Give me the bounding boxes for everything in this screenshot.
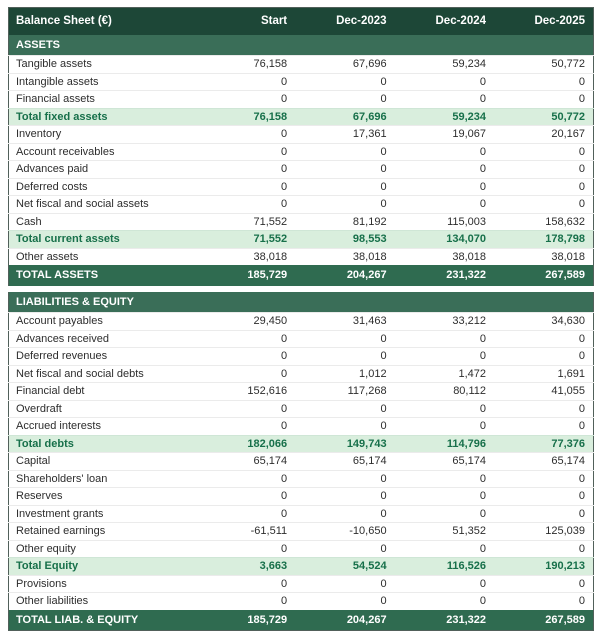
table-row-intangible-assets — [9, 73, 594, 91]
row-label: Other assets — [9, 248, 196, 265]
table-row-cash — [9, 213, 594, 231]
cell-value: 20,167 — [494, 126, 593, 144]
cell-value: 31,463 — [295, 313, 394, 331]
row-label: Inventory — [9, 126, 196, 144]
cell-value: 41,055 — [494, 383, 593, 401]
cell-value: 0 — [295, 470, 394, 488]
cell-value: 0 — [395, 91, 494, 109]
row-label: Reserves — [9, 488, 196, 506]
cell-value: 76,158 — [196, 56, 295, 74]
cell-value: 0 — [196, 505, 295, 523]
cell-value: 0 — [494, 418, 593, 436]
cell-value: 65,174 — [196, 453, 295, 471]
cell-value: 59,234 — [395, 108, 494, 126]
cell-value: 125,039 — [494, 523, 593, 541]
column-header-start: Start — [196, 8, 295, 35]
row-label: Other equity — [9, 540, 196, 558]
table-row-deferred-costs — [9, 178, 594, 196]
table-row-financial-debt — [9, 383, 594, 401]
row-label: TOTAL LIAB. & EQUITY — [9, 610, 196, 631]
cell-value: 182,066 — [196, 435, 295, 453]
cell-value: 0 — [295, 505, 394, 523]
cell-value: 0 — [494, 348, 593, 366]
row-label: Financial assets — [9, 91, 196, 109]
cell-value: 77,376 — [494, 435, 593, 453]
table-row-tangible-assets — [9, 56, 594, 74]
row-label: Financial debt — [9, 383, 196, 401]
cell-value: 0 — [395, 575, 494, 593]
cell-value: 0 — [196, 330, 295, 348]
row-label: Total fixed assets — [9, 108, 196, 126]
row-label: Cash — [9, 213, 196, 231]
cell-value: 38,018 — [395, 248, 494, 265]
cell-value: 0 — [295, 488, 394, 506]
cell-value: 0 — [494, 505, 593, 523]
cell-value: 0 — [395, 418, 494, 436]
cell-value: 65,174 — [395, 453, 494, 471]
column-header-dec-2025: Dec-2025 — [494, 8, 593, 35]
cell-value: 185,729 — [196, 610, 295, 631]
cell-value: 0 — [196, 488, 295, 506]
cell-value: 0 — [196, 348, 295, 366]
cell-value: 115,003 — [395, 213, 494, 231]
row-label: Accrued interests — [9, 418, 196, 436]
subtotal-row-total-fixed-assets — [9, 108, 594, 126]
cell-value: 67,696 — [295, 56, 394, 74]
table-row-advances-received — [9, 330, 594, 348]
row-label: Account receivables — [9, 143, 196, 161]
cell-value: 1,472 — [395, 365, 494, 383]
cell-value: 0 — [196, 470, 295, 488]
cell-value: 0 — [395, 348, 494, 366]
cell-value: 80,112 — [395, 383, 494, 401]
row-label: TOTAL ASSETS — [9, 265, 196, 286]
cell-value: 267,589 — [494, 610, 593, 631]
cell-value: 0 — [494, 330, 593, 348]
cell-value: 71,552 — [196, 231, 295, 249]
table-row-account-receivables — [9, 143, 594, 161]
cell-value: 65,174 — [494, 453, 593, 471]
row-label: Net fiscal and social debts — [9, 365, 196, 383]
row-label: Tangible assets — [9, 56, 196, 74]
cell-value: 0 — [295, 91, 394, 109]
subtotal-row-total-equity — [9, 558, 594, 576]
row-label: Account payables — [9, 313, 196, 331]
table-row-accrued-interests — [9, 418, 594, 436]
cell-value: 231,322 — [395, 610, 494, 631]
row-label: Other liabilities — [9, 593, 196, 610]
table-row-other-equity — [9, 540, 594, 558]
cell-value: 0 — [295, 575, 394, 593]
total-row-total-assets — [9, 265, 594, 286]
table-title: Balance Sheet (€) — [9, 8, 196, 35]
cell-value: 0 — [494, 488, 593, 506]
table-row-capital — [9, 453, 594, 471]
cell-value: 33,212 — [395, 313, 494, 331]
cell-value: 0 — [196, 196, 295, 214]
cell-value: 81,192 — [295, 213, 394, 231]
cell-value: 0 — [295, 178, 394, 196]
cell-value: 0 — [196, 178, 295, 196]
cell-value: 0 — [295, 73, 394, 91]
cell-value: 0 — [196, 365, 295, 383]
row-label: Overdraft — [9, 400, 196, 418]
cell-value: 114,796 — [395, 435, 494, 453]
cell-value: 185,729 — [196, 265, 295, 286]
cell-value: 0 — [494, 470, 593, 488]
table-row-provisions — [9, 575, 594, 593]
table-row-net-fiscal-and-social-assets — [9, 196, 594, 214]
cell-value: 0 — [395, 593, 494, 610]
cell-value: 0 — [494, 196, 593, 214]
cell-value: 0 — [196, 418, 295, 436]
cell-value: 117,268 — [295, 383, 394, 401]
cell-value: 0 — [196, 161, 295, 179]
cell-value: 0 — [395, 488, 494, 506]
cell-value: 50,772 — [494, 108, 593, 126]
cell-value: 0 — [196, 73, 295, 91]
cell-value: 190,213 — [494, 558, 593, 576]
total-row-total-liab-equity — [9, 610, 594, 631]
table-header-row — [9, 8, 594, 35]
cell-value: -61,511 — [196, 523, 295, 541]
cell-value: 0 — [295, 196, 394, 214]
cell-value: 0 — [494, 575, 593, 593]
row-label: Deferred revenues — [9, 348, 196, 366]
row-label: Total current assets — [9, 231, 196, 249]
cell-value: 0 — [494, 593, 593, 610]
cell-value: 54,524 — [295, 558, 394, 576]
section-header-assets — [9, 35, 594, 56]
cell-value: 50,772 — [494, 56, 593, 74]
row-label: Net fiscal and social assets — [9, 196, 196, 214]
row-label: Deferred costs — [9, 178, 196, 196]
row-label: Capital — [9, 453, 196, 471]
cell-value: 38,018 — [295, 248, 394, 265]
cell-value: 0 — [494, 143, 593, 161]
table-row-investment-grants — [9, 505, 594, 523]
table-row-advances-paid — [9, 161, 594, 179]
table-row-net-fiscal-and-social-debts — [9, 365, 594, 383]
cell-value: 0 — [196, 91, 295, 109]
cell-value: 0 — [295, 330, 394, 348]
row-label: Intangible assets — [9, 73, 196, 91]
cell-value: -10,650 — [295, 523, 394, 541]
section-header-label: LIABILITIES & EQUITY — [9, 292, 594, 313]
table-row-financial-assets — [9, 91, 594, 109]
cell-value: 0 — [395, 505, 494, 523]
cell-value: 67,696 — [295, 108, 394, 126]
cell-value: 158,632 — [494, 213, 593, 231]
cell-value: 17,361 — [295, 126, 394, 144]
subtotal-row-total-debts — [9, 435, 594, 453]
cell-value: 0 — [196, 126, 295, 144]
cell-value: 0 — [196, 540, 295, 558]
cell-value: 51,352 — [395, 523, 494, 541]
cell-value: 0 — [494, 400, 593, 418]
cell-value: 134,070 — [395, 231, 494, 249]
row-label: Provisions — [9, 575, 196, 593]
cell-value: 0 — [395, 143, 494, 161]
cell-value: 0 — [295, 540, 394, 558]
table-row-other-liabilities — [9, 593, 594, 610]
cell-value: 178,798 — [494, 231, 593, 249]
cell-value: 149,743 — [295, 435, 394, 453]
cell-value: 0 — [395, 400, 494, 418]
balance-sheet — [8, 7, 594, 631]
cell-value: 0 — [196, 593, 295, 610]
cell-value: 0 — [494, 91, 593, 109]
cell-value: 116,526 — [395, 558, 494, 576]
cell-value: 0 — [196, 575, 295, 593]
cell-value: 0 — [395, 470, 494, 488]
cell-value: 0 — [395, 161, 494, 179]
cell-value: 1,691 — [494, 365, 593, 383]
table-row-reserves — [9, 488, 594, 506]
row-label: Retained earnings — [9, 523, 196, 541]
section-header-liabilities-equity — [9, 292, 594, 313]
balance-sheet-table — [8, 7, 594, 631]
cell-value: 204,267 — [295, 265, 394, 286]
cell-value: 0 — [395, 178, 494, 196]
subtotal-row-total-current-assets — [9, 231, 594, 249]
table-row-inventory — [9, 126, 594, 144]
cell-value: 0 — [295, 400, 394, 418]
cell-value: 71,552 — [196, 213, 295, 231]
cell-value: 0 — [295, 593, 394, 610]
table-row-retained-earnings — [9, 523, 594, 541]
section-header-label: ASSETS — [9, 35, 594, 56]
cell-value: 0 — [295, 348, 394, 366]
cell-value: 76,158 — [196, 108, 295, 126]
cell-value: 0 — [395, 540, 494, 558]
cell-value: 152,616 — [196, 383, 295, 401]
cell-value: 0 — [395, 330, 494, 348]
cell-value: 0 — [196, 143, 295, 161]
cell-value: 0 — [494, 161, 593, 179]
cell-value: 0 — [494, 540, 593, 558]
cell-value: 59,234 — [395, 56, 494, 74]
table-row-other-assets — [9, 248, 594, 265]
cell-value: 29,450 — [196, 313, 295, 331]
cell-value: 19,067 — [395, 126, 494, 144]
cell-value: 0 — [395, 196, 494, 214]
table-row-shareholders-loan — [9, 470, 594, 488]
cell-value: 231,322 — [395, 265, 494, 286]
cell-value: 0 — [196, 400, 295, 418]
cell-value: 34,630 — [494, 313, 593, 331]
cell-value: 38,018 — [196, 248, 295, 265]
cell-value: 98,553 — [295, 231, 394, 249]
cell-value: 38,018 — [494, 248, 593, 265]
column-header-dec-2024: Dec-2024 — [395, 8, 494, 35]
cell-value: 65,174 — [295, 453, 394, 471]
cell-value: 3,663 — [196, 558, 295, 576]
cell-value: 204,267 — [295, 610, 394, 631]
cell-value: 0 — [395, 73, 494, 91]
cell-value: 0 — [295, 143, 394, 161]
cell-value: 267,589 — [494, 265, 593, 286]
row-label: Advances paid — [9, 161, 196, 179]
row-label: Advances received — [9, 330, 196, 348]
table-row-account-payables — [9, 313, 594, 331]
row-label: Total Equity — [9, 558, 196, 576]
cell-value: 0 — [295, 161, 394, 179]
column-header-dec-2023: Dec-2023 — [295, 8, 394, 35]
cell-value: 0 — [494, 73, 593, 91]
row-label: Investment grants — [9, 505, 196, 523]
table-row-deferred-revenues — [9, 348, 594, 366]
cell-value: 0 — [494, 178, 593, 196]
cell-value: 1,012 — [295, 365, 394, 383]
cell-value: 0 — [295, 418, 394, 436]
row-label: Total debts — [9, 435, 196, 453]
table-row-overdraft — [9, 400, 594, 418]
row-label: Shareholders' loan — [9, 470, 196, 488]
